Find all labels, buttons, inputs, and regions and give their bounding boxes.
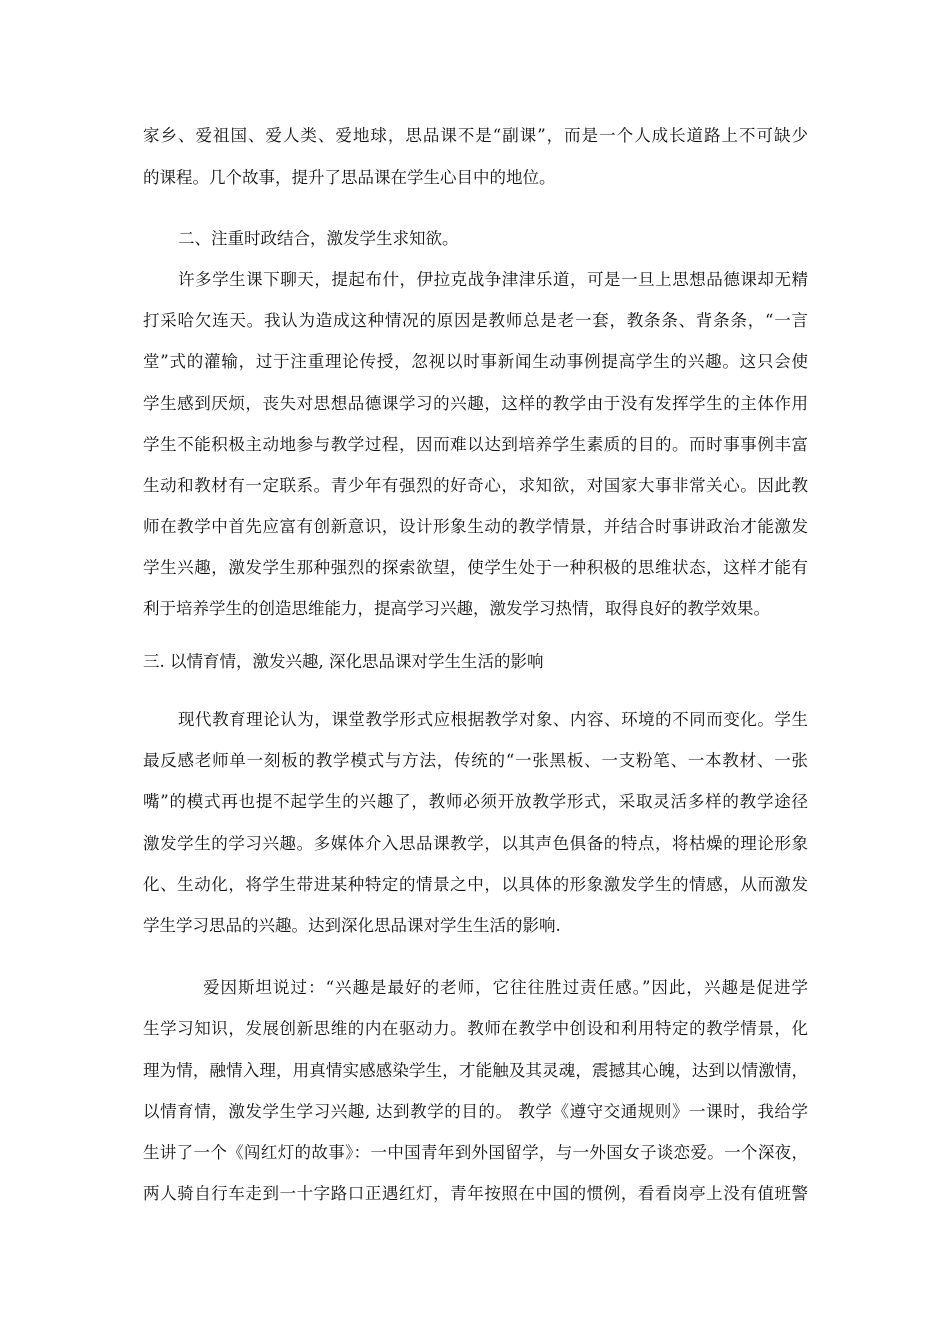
section-heading: 三. 以情育情，激发兴趣, 深化思品课对学生生活的影响 (143, 652, 544, 671)
body-line: 两人骑自行车走到一十字路口正遇红灯，青年按照在中国的惯例，看看岗亭上没有值班警 (143, 1184, 808, 1203)
body-line: 最反感老师单一刻板的教学模式与方法，传统的“一张黑板、一支粉笔、一本教材、一张 (143, 751, 808, 770)
body-line: 现代教育理论认为，课堂教学形式应根据教学对象、内容、环境的不同而变化。学生 (178, 710, 808, 729)
body-line: 的课程。几个故事，提升了思品课在学生心目中的地位。 (143, 168, 556, 187)
body-line: 化、生动化，将学生带进某种特定的情景之中，以具体的形象激发学生的情感，从而激发 (143, 875, 808, 894)
body-line: 堂”式的灌输，过于注重理论传授，忽视以时事新闻生动事例提高学生的兴趣。这只会使 (143, 352, 808, 371)
body-line: 生学习知识，发展创新思维的内在驱动力。教师在教学中创设和利用特定的教学情景，化 (143, 1019, 808, 1038)
section-heading: 二、注重时政结合，激发学生求知欲。 (178, 229, 459, 248)
body-line: 爱因斯坦说过：“兴趣是最好的老师，它往往胜过责任感。”因此，兴趣是促进学 (203, 978, 808, 997)
body-line: 学生不能积极主动地参与教学过程，因而难以达到培养学生素质的目的。而时事事例丰富 (143, 435, 808, 454)
body-line: 利于培养学生的创造思维能力，提高学习兴趣，激发学习热情，取得良好的教学效果。 (143, 599, 770, 618)
body-line: 生讲了一个《闯红灯的故事》：一中国青年到外国留学，与一外国女子谈恋爱。一个深夜， (143, 1143, 808, 1162)
body-line: 学生兴趣，激发学生那种强烈的探索欲望，使学生处于一种积极的思维状态，这样才能有 (143, 558, 808, 577)
body-line: 理为情，融情入理，用真情实感感染学生，才能触及其灵魂，震撼其心魄，达到以情激情， (143, 1061, 808, 1080)
body-line: 生动和教材有一定联系。青少年有强烈的好奇心，求知欲，对国家大事非常关心。因此教 (143, 476, 808, 495)
body-line: 学生感到厌烦，丧失对思想品德课学习的兴趣，这样的教学由于没有发挥学生的主体作用 (143, 394, 808, 413)
body-line: 师在教学中首先应富有创新意识，设计形象生动的教学情景，并结合时事讲政治才能激发 (143, 517, 808, 536)
body-line: 激发学生的学习兴趣。多媒体介入思品课教学，以其声色俱备的特点，将枯燥的理论形象 (143, 834, 808, 853)
body-line: 嘴”的模式再也提不起学生的兴趣了，教师必须开放教学形式，采取灵活多样的教学途径 (143, 792, 808, 811)
body-line: 以情育情，激发学生学习兴趣, 达到教学的目的。 教学《遵守交通规则》一课时，我给学 (143, 1102, 808, 1121)
body-line: 家乡、爱祖国、爱人类、爱地球，思品课不是“副课”，而是一个人成长道路上不可缺少 (143, 126, 808, 145)
body-line: 学生学习思品的兴趣。达到深化思品课对学生生活的影响. (143, 916, 561, 935)
body-line: 打采哈欠连天。我认为造成这种情况的原因是教师总是老一套，教条条、背条条，“一言 (143, 311, 808, 330)
body-line: 许多学生课下聊天，提起布什，伊拉克战争津津乐道，可是一旦上思想品德课却无精 (178, 270, 808, 289)
